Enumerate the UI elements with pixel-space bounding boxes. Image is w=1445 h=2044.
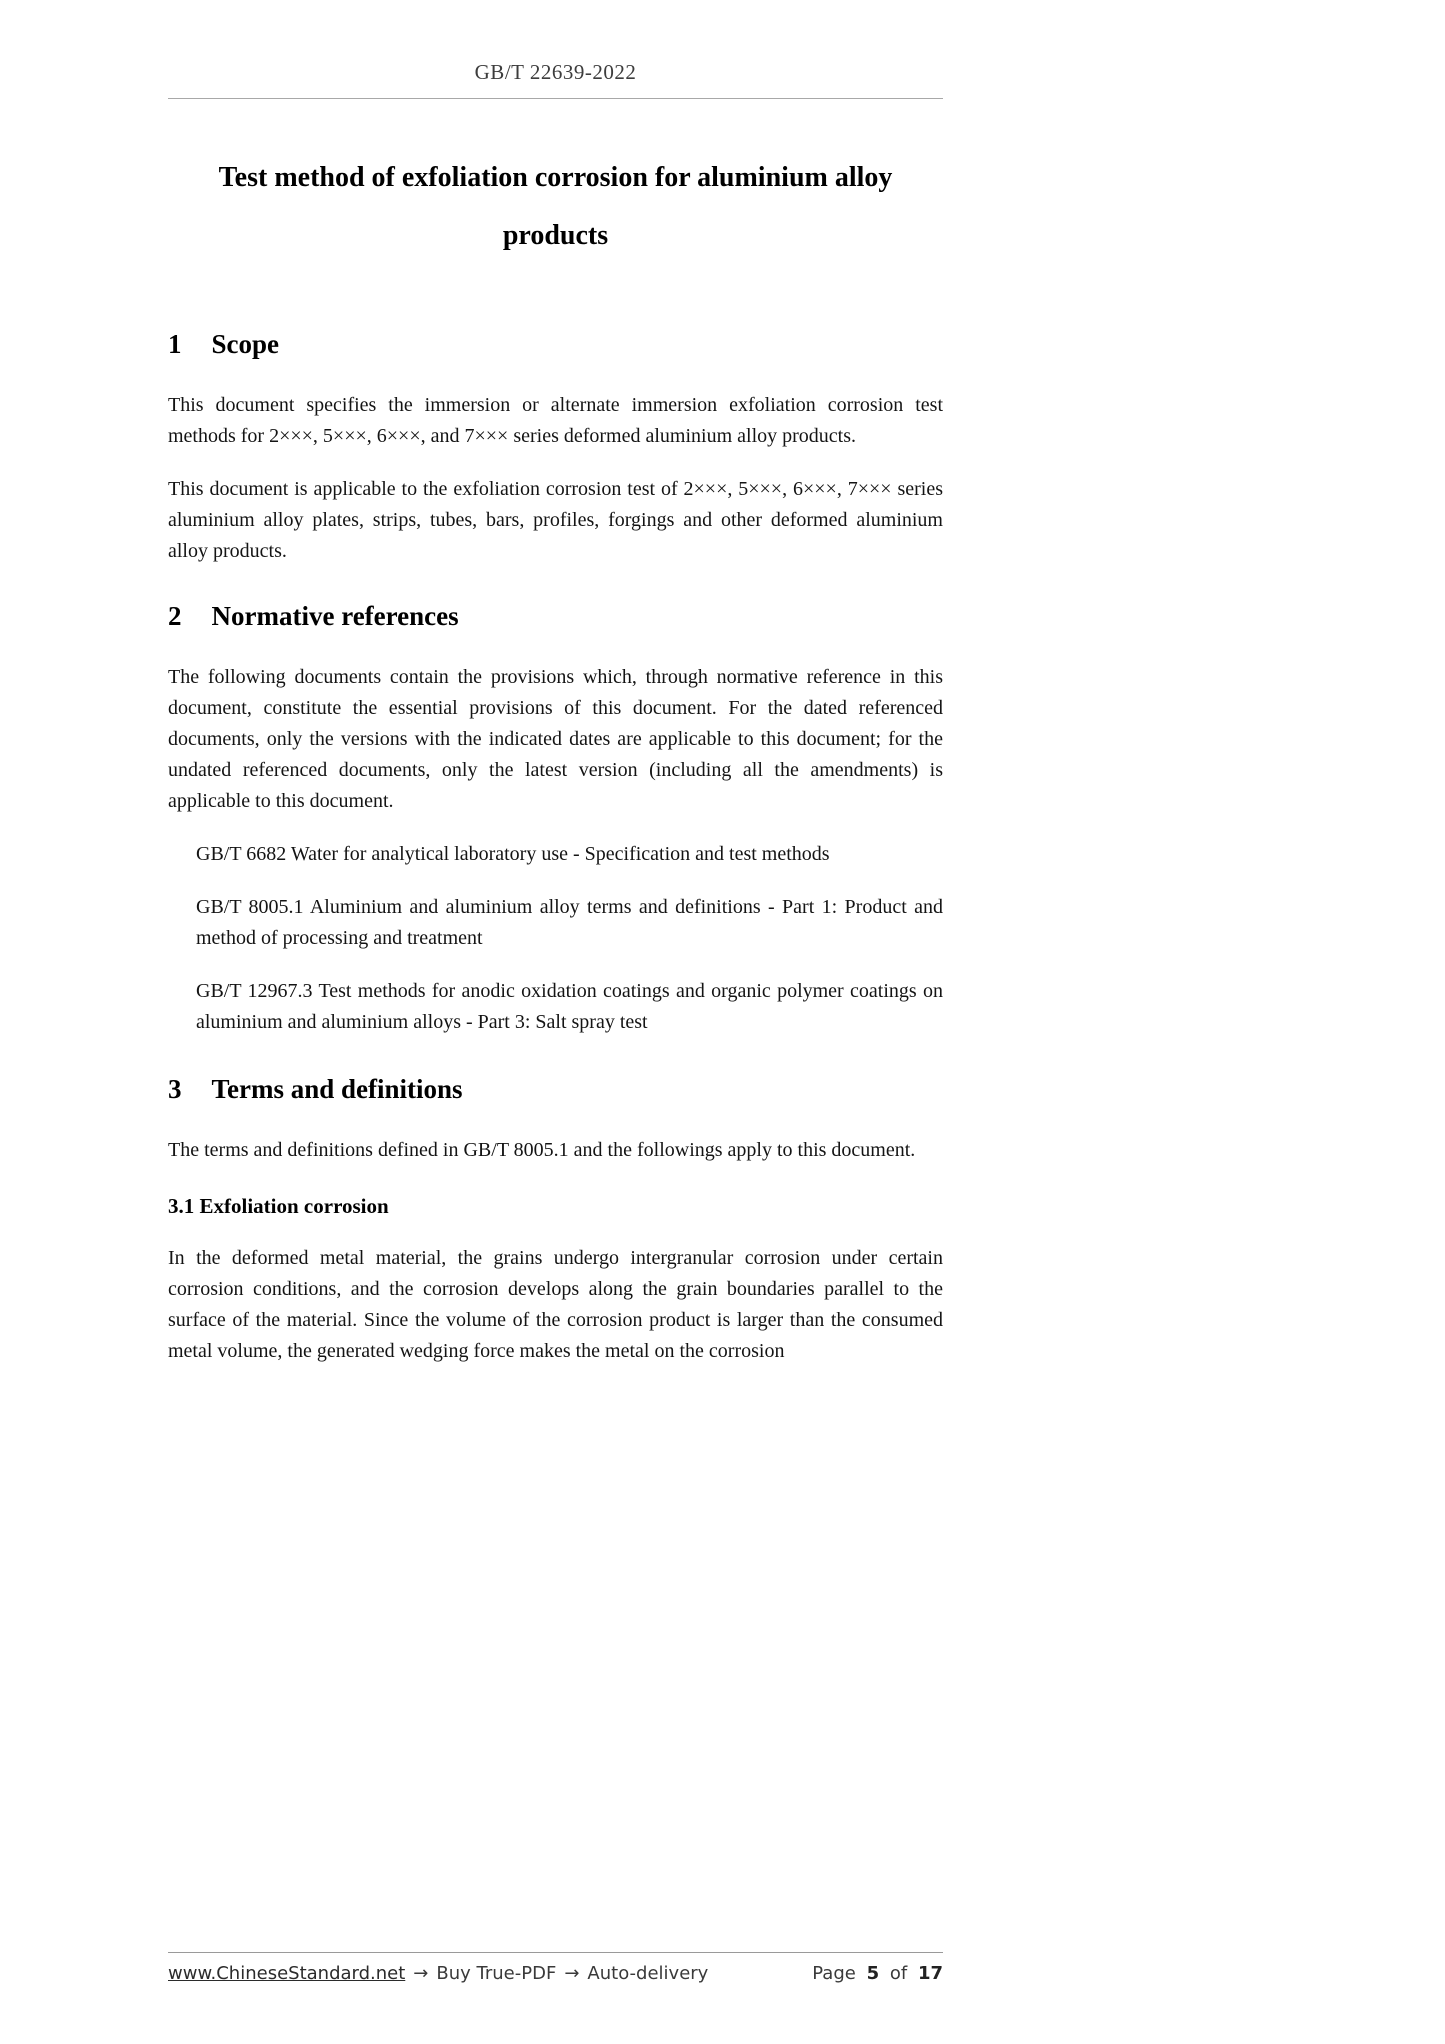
buy-pdf-label: Buy True-PDF [436, 1963, 557, 1984]
document-title-line2: products [502, 220, 609, 251]
reference-item-1: GB/T 6682 Water for analytical laboratory use - Specification and test methods [196, 843, 830, 865]
section-3-number: 3 [168, 1074, 182, 1104]
section-2-title: Normative references [211, 601, 459, 631]
scope-paragraph-1: This document specifies the immersion or alternate immersion exfoliation corrosion test methods for 2×××, 5×××, 6×××, and 7××× series deformed aluminium alloy products. [168, 394, 943, 447]
terms-intro-paragraph: The terms and definitions defined in GB/T 8005.1 and the followings apply to this document. [168, 1139, 916, 1161]
website-link[interactable]: www.ChineseStandard.net [168, 1963, 406, 1984]
arrow-right-icon: → [413, 1963, 429, 1984]
scope-paragraph-2: This document is applicable to the exfoliation corrosion test of 2×××, 5×××, 6×××, 7××× series aluminium alloy plates, strips, tubes, bars, profiles, forgings and other deformed aluminium alloy products. [168, 478, 943, 562]
footer-links [168, 1963, 716, 1984]
current-page-number: 5 [866, 1963, 880, 1984]
reference-item-3: GB/T 12967.3 Test methods for anodic oxidation coatings and organic polymer coatings on aluminium and aluminium alloys - Part 3: Salt spray test [196, 980, 943, 1033]
normative-intro-paragraph: The following documents contain the provisions which, through normative reference in this document, constitute the essential provisions of this document. For the dated referenced documents, only the versions with the indicated dates are applicable to this document; for the undated referenced documents, only the latest version (including all the amendments) is applicable to this document. [168, 666, 943, 812]
header-divider [168, 98, 943, 99]
auto-delivery-label: Auto-delivery [587, 1963, 709, 1984]
page-indicator [812, 1963, 943, 1984]
reference-item-2: GB/T 8005.1 Aluminium and aluminium alloy terms and definitions - Part 1: Product and method of processing and treatment [196, 896, 943, 949]
term-3-1-heading: 3.1 Exfoliation corrosion [168, 1194, 389, 1218]
section-3-heading [168, 1074, 943, 1105]
section-1-heading [168, 329, 943, 360]
section-2-number: 2 [168, 601, 182, 631]
page-label: Page [812, 1963, 856, 1984]
section-3-title: Terms and definitions [211, 1074, 463, 1104]
document-title-line1: Test method of exfoliation corrosion for aluminium alloy [218, 162, 893, 193]
total-page-number: 17 [917, 1963, 943, 1984]
section-2-heading [168, 601, 943, 632]
document-title [168, 149, 943, 265]
term-3-1-definition: In the deformed metal material, the grains undergo intergranular corrosion under certain corrosion conditions, and the corrosion develops along the grain boundaries parallel to the surface of the material. Since the volume of the corrosion product is larger than the consumed metal volume, the generated wedging force makes the metal on the corrosion [168, 1247, 943, 1362]
page-content [168, 60, 943, 1367]
page-footer [168, 1952, 943, 1984]
section-1-title: Scope [211, 329, 279, 359]
of-label: of [889, 1963, 908, 1984]
section-1-number: 1 [168, 329, 182, 359]
document-number: GB/T 22639-2022 [474, 60, 637, 84]
arrow-right-icon: → [564, 1963, 580, 1984]
